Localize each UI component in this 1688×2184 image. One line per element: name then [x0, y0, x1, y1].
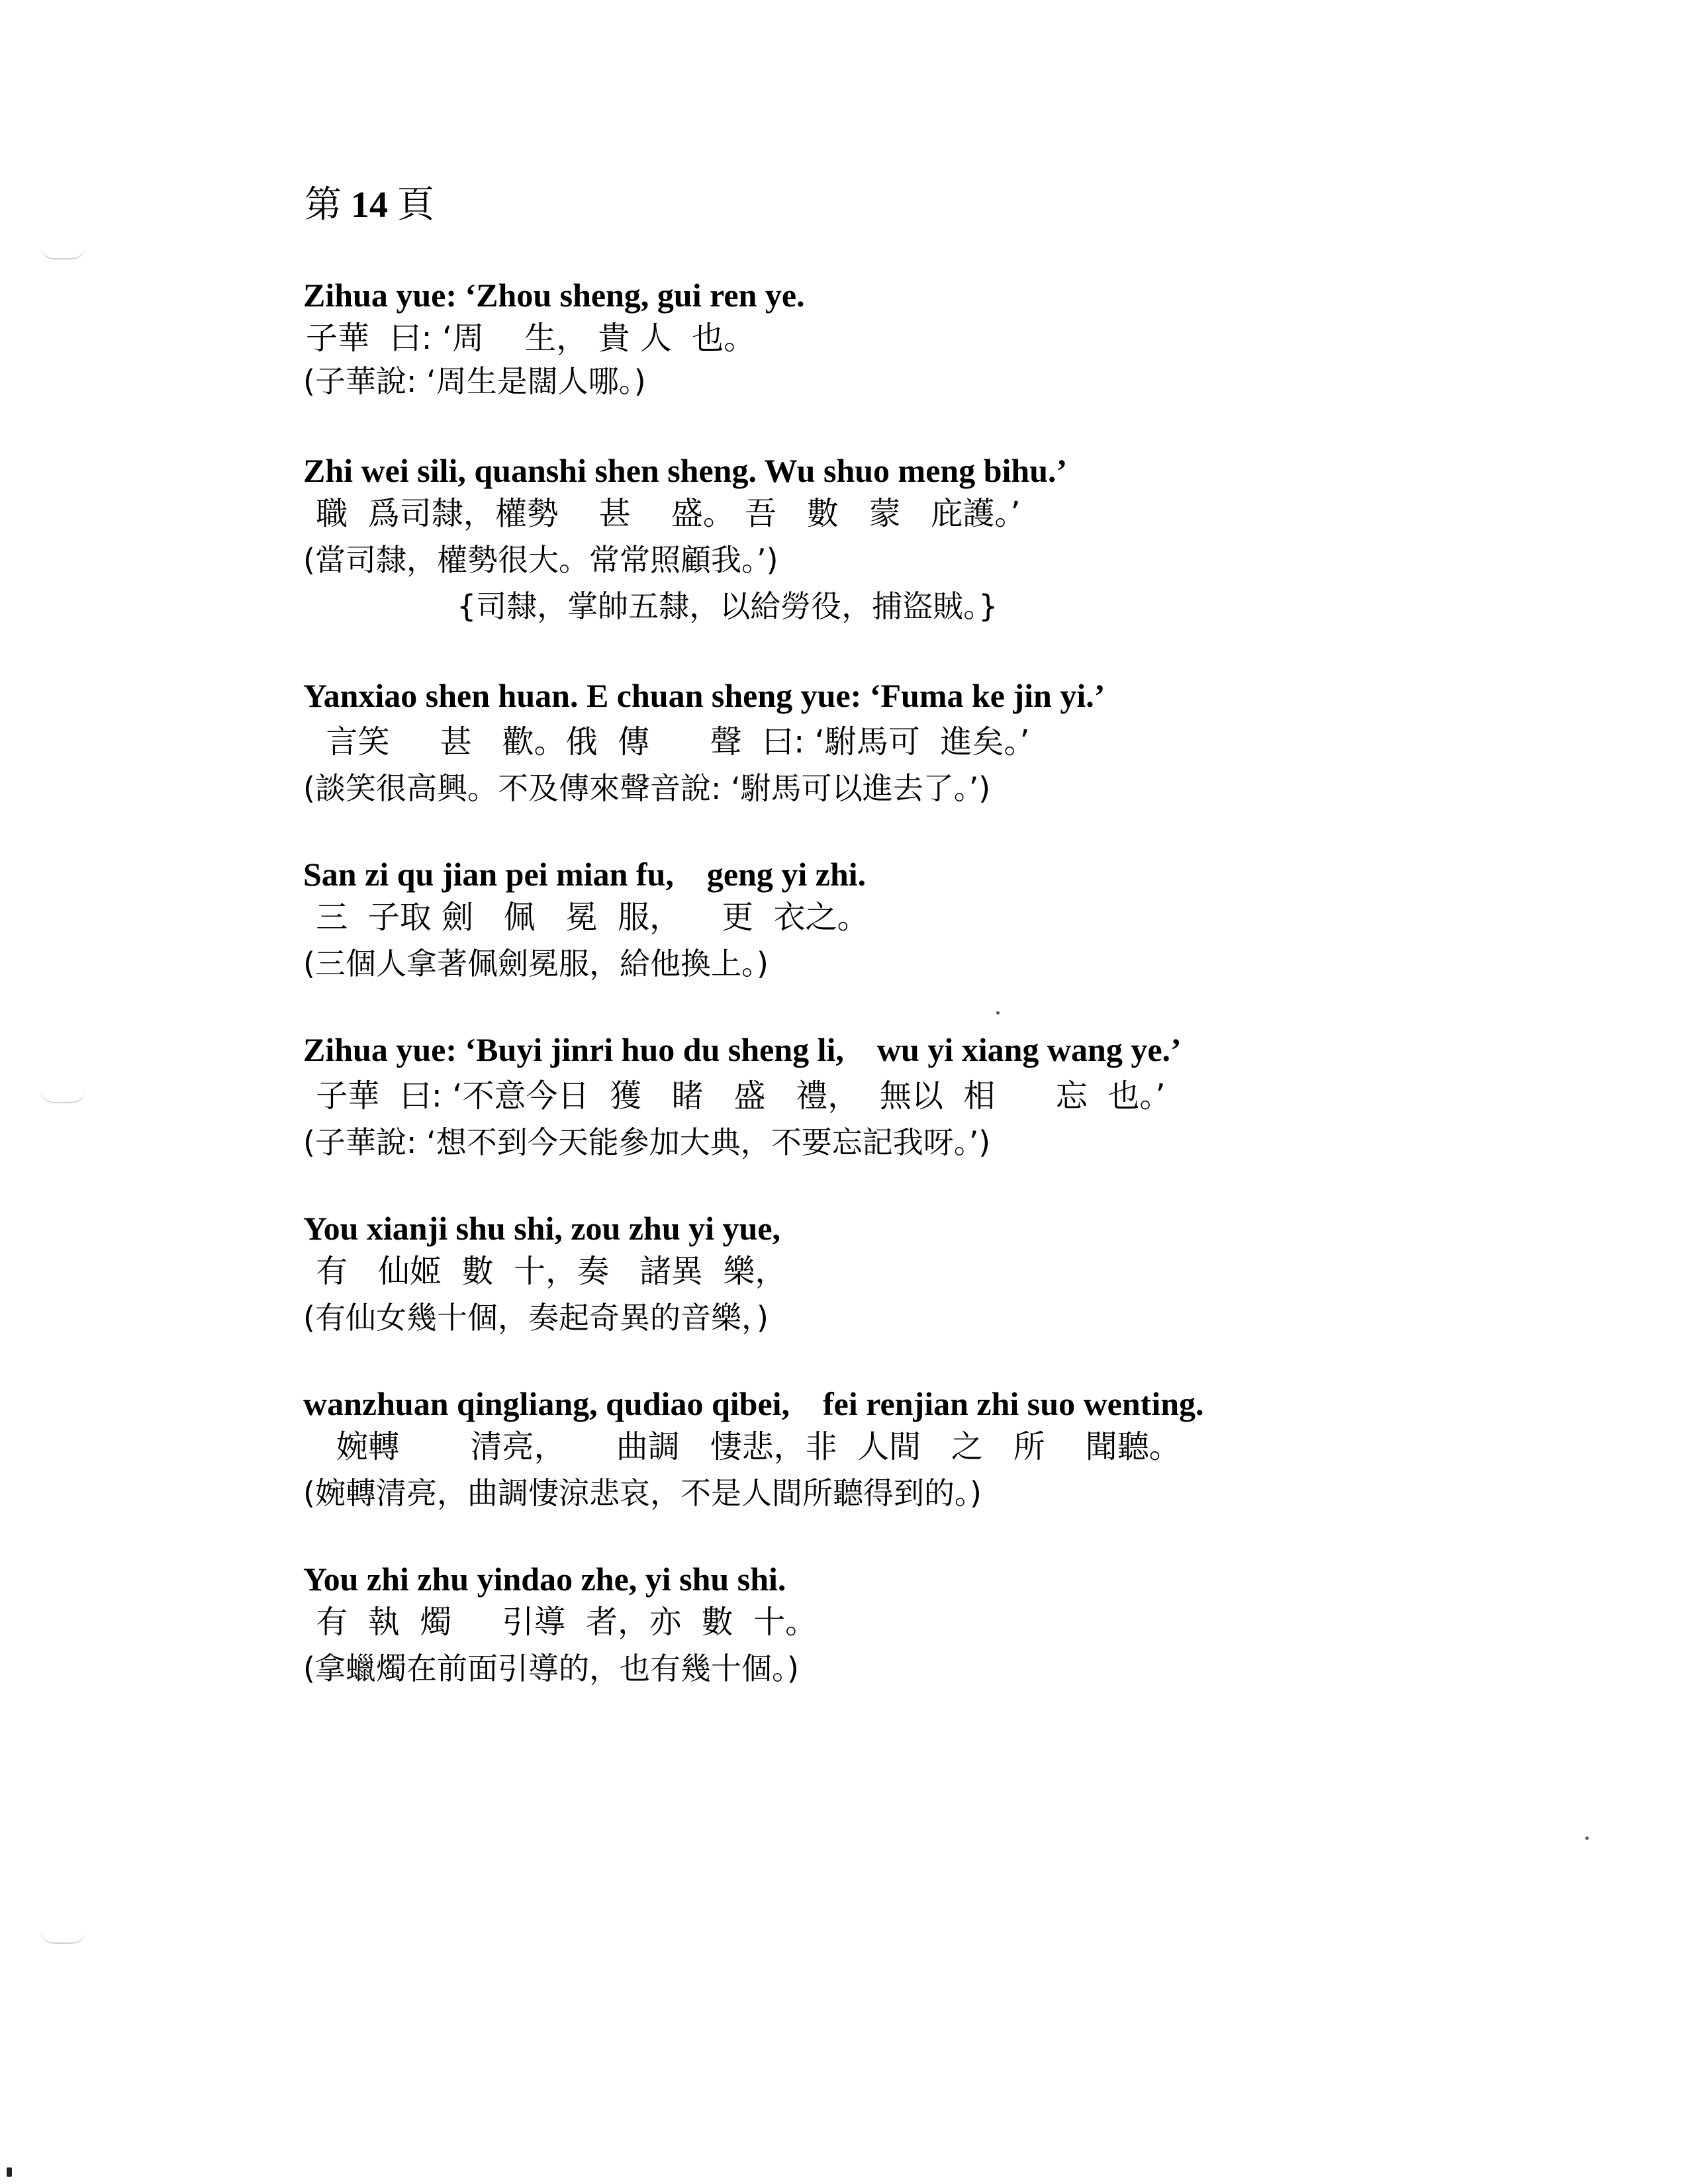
pinyin-line: You zhi zhu yindao zhe, yi shu shi. [303, 1561, 786, 1598]
chinese-line: 婉轉 清亮， 曲調 悽悲，非 人間 之 所 聞聽。 [306, 1428, 1181, 1465]
chinese-line: 職 爲司隸，權勢 甚 盛。 吾 數 蒙 庇護。’ [306, 495, 1021, 532]
chinese-line: 有 執 燭 引導 者，亦 數 十。 [306, 1604, 818, 1641]
punch-hole-mark [40, 1929, 86, 1944]
chinese-line: 言笑 甚 歡。俄 傳 聲 曰: ‘駙馬可 進矣。’ [306, 723, 1030, 760]
pinyin-line: Zihua yue: ‘Buyi jinri huo du sheng li, wu yi xiang wang ye.’ [303, 1031, 1182, 1068]
annotation-note: {司隸，掌帥五隸，以給勞役，捕盜賊。} [457, 588, 998, 624]
pinyin-line: San zi qu jian pei mian fu, geng yi zhi. [303, 856, 867, 893]
header-suffix: 頁 [397, 185, 434, 226]
header-prefix: 第 [305, 185, 342, 226]
chinese-line: 子華 曰: ‘不意今日 獲 睹 盛 禮， 無以 相 忘 也。’ [306, 1077, 1166, 1115]
punch-hole-mark [40, 1089, 86, 1103]
page-number: 14 [351, 185, 388, 226]
scan-speck [7, 2167, 12, 2177]
chinese-line: 三 子取 劍 佩 冕 服， 更 衣之。 [306, 899, 869, 936]
translation-line: (婉轉清亮，曲調悽涼悲哀，不是人間所聽得到的。) [303, 1475, 982, 1511]
scan-speck [996, 1011, 1000, 1015]
pinyin-line: wanzhuan qingliang, qudiao qibei, fei renjian zhi suo wenting. [303, 1385, 1204, 1422]
pinyin-line: Yanxiao shen huan. E chuan sheng yue: ‘Fuma ke jin yi.’ [303, 677, 1105, 714]
pinyin-line: You xianji shu shi, zou zhu yi yue, [303, 1210, 781, 1247]
translation-line: (有仙女幾十個，奏起奇異的音樂，) [303, 1300, 769, 1336]
translation-line: (子華說: ‘周生是闊人哪。) [303, 363, 646, 399]
translation-line: (當司隸，權勢很大。常常照顧我。’) [303, 542, 778, 578]
punch-hole-mark [40, 245, 86, 259]
pinyin-line: Zihua yue: ‘Zhou sheng, gui ren ye. [303, 277, 805, 314]
translation-line: (三個人拿著佩劍冕服，給他換上。) [303, 946, 769, 981]
scan-speck [1585, 1837, 1589, 1840]
page-header [305, 182, 434, 228]
translation-line: (拿蠟燭在前面引導的，也有幾十個。) [303, 1651, 799, 1686]
chinese-line: 有 仙姬 數 十，奏 諸異 樂， [306, 1253, 787, 1290]
translation-line: (談笑很高興。不及傳來聲音說: ‘駙馬可以進去了。’) [303, 770, 991, 806]
pinyin-line: Zhi wei sili, quanshi shen sheng. Wu shuo meng bihu.’ [303, 452, 1068, 489]
translation-line: (子華說: ‘想不到今天能參加大典，不要忘記我呀。’) [303, 1124, 991, 1160]
chinese-line: 子華 曰: ‘周 生， 貴 人 也。 [306, 320, 756, 357]
